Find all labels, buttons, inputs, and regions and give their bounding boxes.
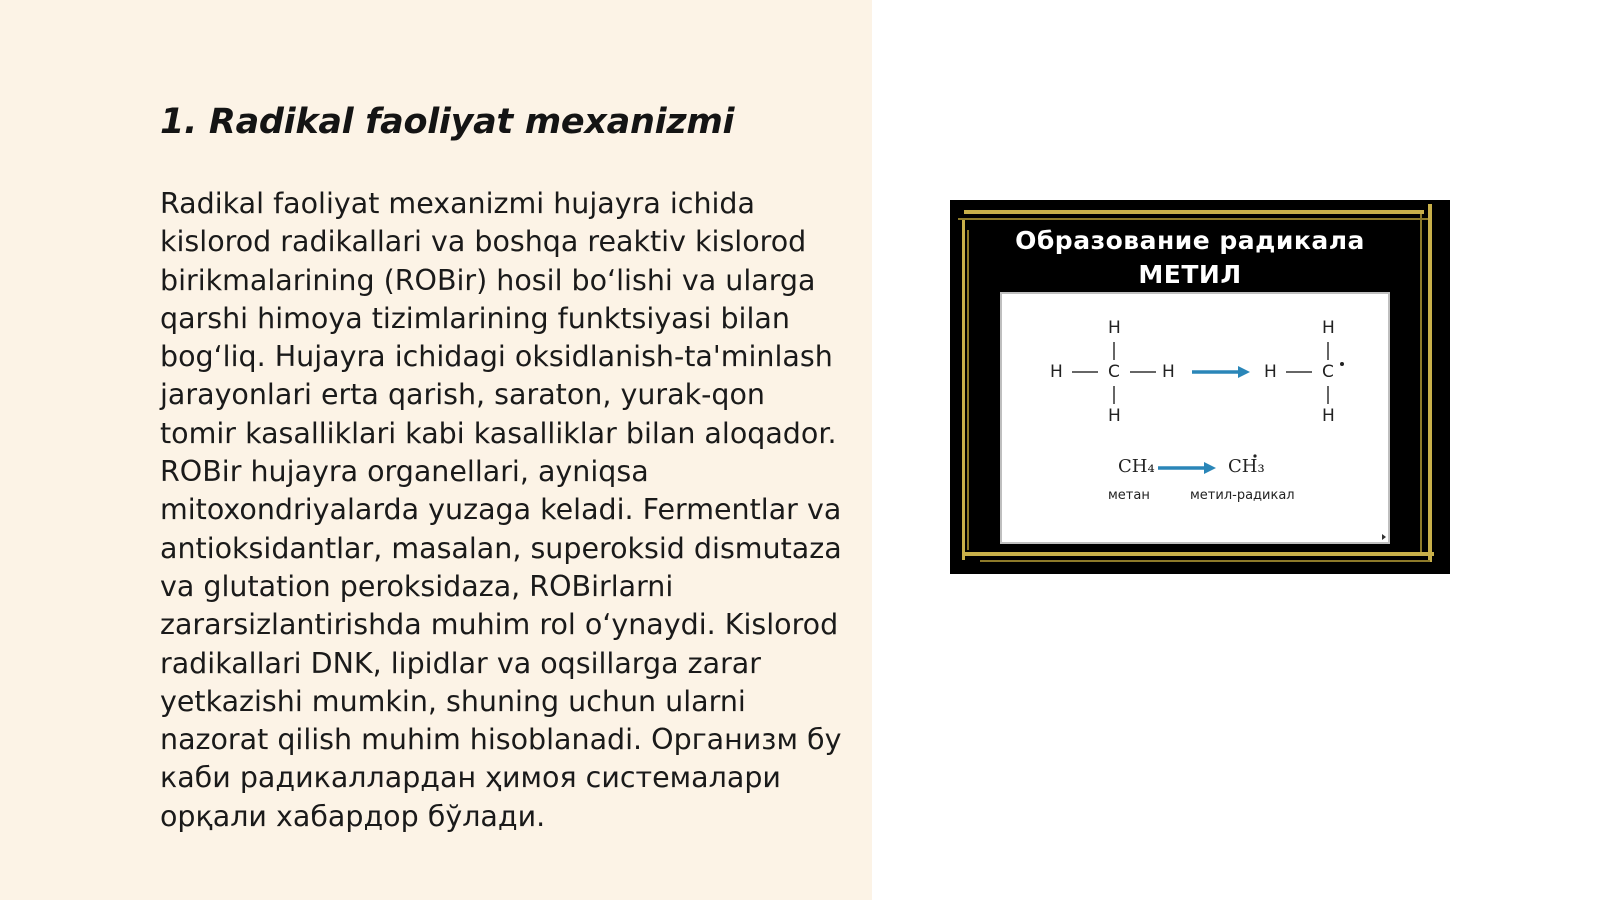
atom-h-right: H: [1162, 362, 1175, 382]
atom-c-methyl: C: [1322, 362, 1334, 382]
formula-methyl: CH₃: [1228, 456, 1265, 477]
reaction-diagram: [1000, 292, 1390, 544]
atom-h-top-methyl: H: [1322, 318, 1335, 338]
methyl-radical-image: [950, 200, 1450, 574]
formula-methane: CH₄: [1118, 456, 1155, 477]
atom-h-bottom: H: [1108, 406, 1121, 426]
atom-h-bottom-methyl: H: [1322, 406, 1335, 426]
slide-title: 1. Radikal faoliyat mexanizmi: [160, 102, 735, 142]
image-title-line1: Образование радикала: [1015, 226, 1365, 255]
label-methyl-radical: метил-радикал: [1190, 488, 1295, 503]
atom-h-left: H: [1050, 362, 1063, 382]
atom-c-methane: C: [1108, 362, 1120, 382]
atom-h-left-methyl: H: [1264, 362, 1277, 382]
atom-h-top: H: [1108, 318, 1121, 338]
image-title-line2: МЕТИЛ: [1138, 260, 1242, 289]
label-methane: метан: [1108, 488, 1150, 503]
slide-body-text: Radikal faoliyat mexanizmi hujayra ichida kislorod radikallari va boshqa reaktiv kislorod birikmalarining (ROBir) hosil boʻlishi va ularga qarshi himoya tizimlarining funktsiyasi bilan bogʻliq. Hujayra ichidagi oksidlanish-ta'minlash jarayonlari erta qarish, saraton, yurak-qon tomir kasalliklari kabi kasalliklar bilan aloqador. ROBir hujayra organellari, ayniqsa mitoxondriyalarda yuzaga keladi. Fermentlar va antioksidantlar, masalan, superoksid dismutaza va glutation peroksidaza, ROBirlarni zararsizlantirishda muhim rol oʻynaydi. Kislorod radikallari DNK, lipidlar va oqsillarga zarar yetkazishi mumkin, shuning uchun ularni nazorat qilish muhim hisoblanadi. Организм бу каби радикаллардан ҳимоя системалари орқали хабардор бўлади.: [160, 187, 842, 833]
